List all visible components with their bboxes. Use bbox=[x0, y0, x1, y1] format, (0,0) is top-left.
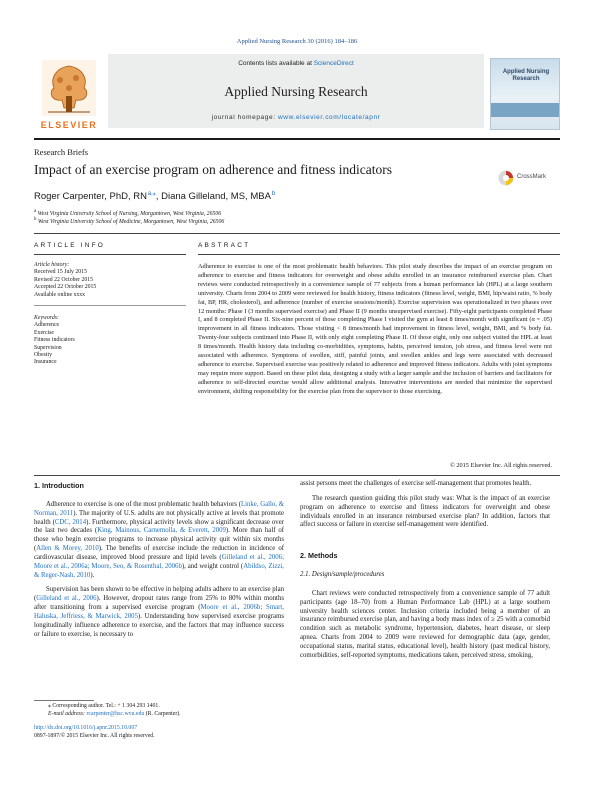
intro-paragraph bbox=[34, 586, 284, 639]
abstract-heading: ABSTRACT bbox=[198, 242, 251, 249]
keywords bbox=[34, 315, 75, 367]
history-divider bbox=[34, 305, 186, 306]
footnote-rule bbox=[34, 700, 94, 701]
journal-header bbox=[34, 54, 560, 134]
affiliation-marker: b bbox=[34, 217, 37, 222]
journal-title: Applied Nursing Research bbox=[224, 84, 368, 99]
intro-paragraph bbox=[34, 501, 284, 581]
paragraph-text: ). bbox=[90, 571, 95, 579]
paragraph-text: ). Understanding how supervised exercise programs longitudinally influence adherence to exercise, and the factors that may influence success or failure to exercise, is necessary to bbox=[34, 612, 285, 638]
paragraph-text: ). The benefits of exercise include the reduction in incidence of cardiovascular disease, improved blood pressure and lipid levels ( bbox=[34, 545, 284, 561]
author-affiliation-marker[interactable]: b bbox=[271, 191, 276, 197]
research-question-paragraph: The research question guiding this pilot study was: What is the impact of an exercise program on adherence to exercise and fitness indicators for overweight and obese individuals enrolled in an insurance reimbursed exercise plan? In addition, factors that affect success or failure in exercise self-management were identified. bbox=[300, 494, 550, 529]
corresponding-author-note: ⁎ Corresponding author. Tel.: + 1 304 293 1401. bbox=[48, 703, 160, 709]
body-paragraph: assist persons meet the challenges of exercise self-management that promotes health. bbox=[300, 480, 532, 487]
history-label: Article history: bbox=[34, 262, 70, 268]
body-right-column bbox=[300, 480, 550, 661]
methods-subheading: 2.1. Design/sample/procedures bbox=[300, 571, 385, 579]
abstract-text: Adherence to exercise is one of the most problematic health behaviors. This pilot study describes the impact of an exercise program on adherence to exercise and fitness indicators for overweight and obese adults enrolled in an insurance reimbursed exercise plan. Chart reviews were conducted retrospectively in a convenience sample of 77 subjects from a human performance lab (HPL) at a large southern university. Charts from 2004 to 2009 were reviewed for health history, fitness indicators (fitness level, weight, BMI, hip/waist ratio, % body fat, BP, HR, cholesterol), and adherence (number of exercise sessions/month). Exercise supervision was operationalized in two phases over 12 months: Phase I (3 months supervised exercise) and Phase II (9 months unsupervised exercise). Fifty-eight participants completed Phase I, and 8 completed Phase II. Six-nine percent of those completing Phase I visited the gym at least 8 times/month with significant (α = .05) improvement in all fitness indicators. Those visiting < 8 times/month had improvement in fitness level, weight, BMI, and % body fat. Twenty-four subjects continued into Phase II, with only eight completing Phase II. Of those eight, only one subject visited the HPL at least 8 times/month. Health history data including co-morbidities, symptoms, habits, perceived tension, job stress, and fitness level were not associated with adherence. Symptoms of swollen, stiff, painful joints, and swollen ankles and legs were associated with decreased adherence to exercise. Supervised exercise was positively related to adherence and improved fitness indicators. Adults with joint symptoms may require more support. Based on these pilot data, designing a study with a larger sample and the inclusion of barriers and facilitators for adherence to self-directed exercise would allow additional analysis. Innovative interventions are needed that minimize the supervised environment, shifting responsibility for the exercise plan from the supervisor to those exercising. bbox=[198, 263, 552, 395]
affiliation bbox=[34, 209, 221, 217]
journal-cover-thumbnail[interactable] bbox=[490, 58, 560, 130]
paragraph-text: ). More than half of those who begin exercise programs to increase physical activity quit within six months ( bbox=[34, 527, 285, 553]
keyword: Obesity bbox=[34, 352, 53, 359]
introduction-heading: 1. Introduction bbox=[34, 481, 84, 490]
history-item: Available online xxxx bbox=[34, 291, 86, 298]
doi-url[interactable]: http://dx.doi.org/10.1016/j.apnr.2015.10.007 bbox=[34, 725, 138, 731]
paragraph-text: Supervision has been shown to be effective in helping adults adhere to an exercise plan ( bbox=[34, 586, 284, 603]
cover-stripe bbox=[491, 103, 559, 117]
journal-homepage bbox=[108, 114, 484, 121]
author-list: Roger Carpenter, PhD, RN $^{a,⁎}$, Diana Gilleland, MS, MBA $^b$ bbox=[34, 191, 276, 203]
citation-link[interactable]: Moore et al., 2006b; Smart, Haluska, Jeffriess, & Marwick, 2005 bbox=[34, 604, 284, 620]
elsevier-wordmark: ELSEVIER bbox=[40, 120, 98, 130]
paragraph-text: ). However, dropout rates range from 25% to 80% within months after transitioning from a supervised exercise program ( bbox=[34, 595, 284, 612]
email-note bbox=[48, 711, 181, 718]
keyword: Adherence bbox=[34, 322, 60, 329]
citation-link[interactable]: Abildso, Zizzi, & Reger-Nash, 2010 bbox=[34, 562, 284, 579]
article-info-rule bbox=[34, 254, 186, 255]
history-item: Received 15 July 2015 bbox=[34, 269, 87, 276]
paragraph-text: ). The majority of U.S. adults are not physically active at levels that promote health ( bbox=[34, 509, 285, 526]
journal-reference[interactable]: Applied Nursing Research 30 (2016) 184–186 bbox=[236, 38, 358, 45]
email-link[interactable]: rcarpenter@hsc.wvu.edu bbox=[86, 711, 145, 717]
history-item: Revised 22 October 2015 bbox=[34, 276, 94, 283]
methods-paragraph: Chart reviews were conducted retrospectively from a convenience sample of 77 adult participants (age 18–70) from a Human Performance Lab (HPL) at a large southern university health sciences center. Inclusion criteria included being a member of an insurance reimbursed exercise plan, and having a body mass index of ≥ 25 with a comorbid condition such as metabolic syndrome, hypertension, diabetes, heart disease, or sleep apnea. Charts from 2004 to 2009 were reviewed for demographic data (age, gender, occupational status, marital status, educational level), health history (past medical history, comorbidities, self-reported symptoms, medications taken, perceived stress, smoking, bbox=[300, 589, 550, 659]
keyword: Supervision bbox=[34, 344, 62, 351]
doi-link[interactable] bbox=[34, 725, 137, 732]
crossmark-badge[interactable] bbox=[498, 170, 562, 186]
author-affiliation-marker[interactable]: a,⁎ bbox=[147, 191, 156, 197]
citation-link[interactable]: Gilleland et al., 2006 bbox=[36, 595, 97, 603]
citation-link[interactable]: Linke, Gallo, & Norman, 2011 bbox=[34, 500, 285, 517]
affiliation-text: West Virginia University School of Nursing, Morgantown, West Virginia, 26506 bbox=[37, 210, 222, 217]
email-label: E-mail address: bbox=[48, 711, 87, 717]
cover-title: Applied Nursing Research bbox=[502, 69, 550, 82]
article-title: Impact of an exercise program on adherence and fitness indicators bbox=[34, 162, 392, 177]
body-left-column bbox=[34, 480, 284, 640]
homepage-prefix: journal homepage: bbox=[211, 114, 279, 121]
methods-heading: 2. Methods bbox=[300, 551, 338, 561]
email-suffix: (R. Carpenter). bbox=[144, 711, 181, 717]
citation-link[interactable]: King, Mainous, Carnemolla, & Everett, 2009 bbox=[97, 527, 226, 535]
crossmark-label: CrossMark bbox=[517, 174, 547, 180]
elsevier-logo[interactable] bbox=[34, 60, 104, 134]
paragraph-text: ), and weight control ( bbox=[181, 562, 244, 570]
keyword: Exercise bbox=[34, 329, 54, 336]
header-divider bbox=[34, 138, 560, 140]
keyword: Fitness indicators bbox=[34, 337, 75, 344]
elsevier-tree-icon bbox=[42, 60, 96, 116]
affiliation-marker: a bbox=[34, 209, 37, 214]
issn-line: 0897-1897/© 2015 Elsevier Inc. All rights reserved. bbox=[34, 733, 155, 739]
author-name: Roger Carpenter, PhD, RN bbox=[34, 191, 147, 203]
affiliation-divider bbox=[34, 233, 560, 234]
paragraph-text: ). Furthermore, physical activity levels show a significant decrease over the last two decades ( bbox=[34, 518, 284, 535]
keywords-label: Keywords: bbox=[34, 315, 59, 321]
paragraph-text: Adherence to exercise is one of the most problematic health behaviors ( bbox=[46, 500, 241, 508]
article-info-heading: ARTICLE INFO bbox=[34, 242, 106, 249]
crossmark-icon bbox=[498, 170, 514, 186]
affiliation bbox=[34, 217, 224, 225]
contents-prefix: Contents lists available at bbox=[238, 60, 314, 67]
homepage-link[interactable]: www.elsevier.com/locate/apnr bbox=[278, 114, 381, 121]
sciencedirect-link[interactable]: ScienceDirect bbox=[313, 60, 354, 67]
section-label: Research Briefs bbox=[34, 147, 89, 157]
journal-info-box bbox=[108, 54, 484, 128]
contents-line bbox=[108, 60, 484, 67]
abstract-copyright: © 2015 Elsevier Inc. All rights reserved. bbox=[449, 462, 552, 469]
author-name: Diana Gilleland, MS, MBA bbox=[161, 191, 271, 203]
citation-link[interactable]: Gilleland et al., 2006; Moore et al., 2006a; Moore, Seo, & Rosenthal, 2006b bbox=[34, 553, 284, 570]
history-item: Accepted 22 October 2015 bbox=[34, 284, 97, 291]
abstract-bottom-rule bbox=[34, 475, 560, 476]
keyword: Insurance bbox=[34, 359, 57, 366]
abstract-rule bbox=[198, 254, 560, 255]
citation-link[interactable]: Allen & Morey, 2010 bbox=[36, 545, 99, 553]
affiliation-text: West Virginia University School of Medicine, Morgantown, West Virginia, 26506 bbox=[37, 218, 225, 225]
citation-link[interactable]: CDC, 2014 bbox=[54, 518, 87, 526]
article-history bbox=[34, 262, 96, 299]
